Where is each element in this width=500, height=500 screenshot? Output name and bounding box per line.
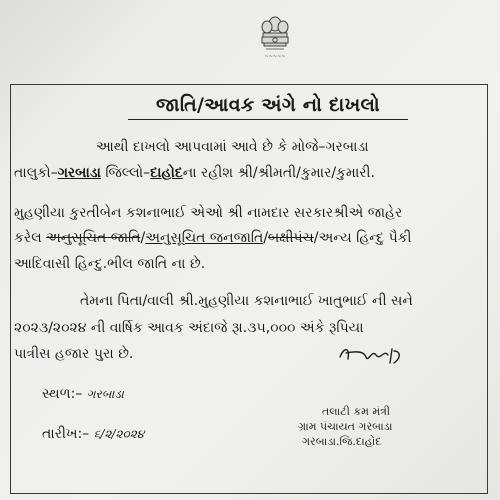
body-line-7: ૨૦૨૩/૨૦૨૪ ની વાર્ષિક આવક અંદાજે રૂા.૩૫,૦૦૦ અંકે રૂપિયા (14, 320, 364, 336)
body-line-5: આદિવાસી હિન્દુ.ભીલ જાતિ ના છે. (14, 256, 206, 272)
district-value: દાહોદ (150, 165, 183, 181)
date-row (42, 424, 144, 444)
national-emblem-icon (254, 12, 296, 68)
officer-office: ગ્રામ પંચાયત ગરબાડા (298, 420, 393, 433)
body-line-1: આથી દાખલો આપવામાં આવે છે કે મોજે–ગરબાડા (96, 139, 369, 155)
date-label: તારીખ:– (42, 426, 90, 442)
certificate-title: જાતિ/આવક અંગે નો દાખલો (156, 94, 380, 116)
body-line-2 (14, 163, 375, 183)
body-line-6: તેમના પિતા/વાલી શ્રી.મુહણીયા કશનાભાઈ ખાતુભાઈ ની સને (80, 293, 413, 309)
other-hindu-text: /અન્ય હિન્દુ પૈકી (313, 230, 412, 246)
taluka-value: ગરબાડા (57, 165, 101, 181)
title-underline (128, 119, 408, 120)
place-row (42, 384, 124, 404)
slash-2: / (263, 230, 269, 246)
district-label: જિલ્લો– (100, 165, 151, 181)
taluka-label: તાલુકો– (14, 165, 58, 181)
officer-address: ગરબાડા.જિ.દાહોદ (302, 435, 382, 448)
date-value: ૬/૨/૨૦૨૪ (93, 427, 145, 441)
slash-1: / (140, 230, 146, 246)
signature-icon (336, 343, 406, 369)
svg-text:~~~~~: ~~~~~ (264, 54, 286, 60)
caste-sc: અનુસૂચિત જાતિ (46, 230, 141, 246)
caste-st: અનુસૂચિત જનજાતિ (145, 230, 264, 246)
issued-text: કરેલ (14, 230, 47, 246)
body-line-4 (14, 228, 412, 248)
place-label: સ્થળ:– (42, 386, 83, 402)
body-line-3: મુહણીયા કુરતીબેન કશનાભાઈ એઓ શ્રી નામદાર સરકારશ્રીએ જાહેર (14, 205, 403, 221)
residence-text: ના રહીશ શ્રી/શ્રીમતી/કુમાર/કુમારી. (182, 165, 375, 181)
place-value: ગરબાડા (86, 387, 124, 401)
caste-obc: બક્ષીપંચ (268, 230, 314, 246)
body-line-8: પાત્રીસ હજાર પુરા છે. (14, 346, 134, 362)
officer-title: તલાટી કમ મંત્રી (322, 405, 391, 418)
